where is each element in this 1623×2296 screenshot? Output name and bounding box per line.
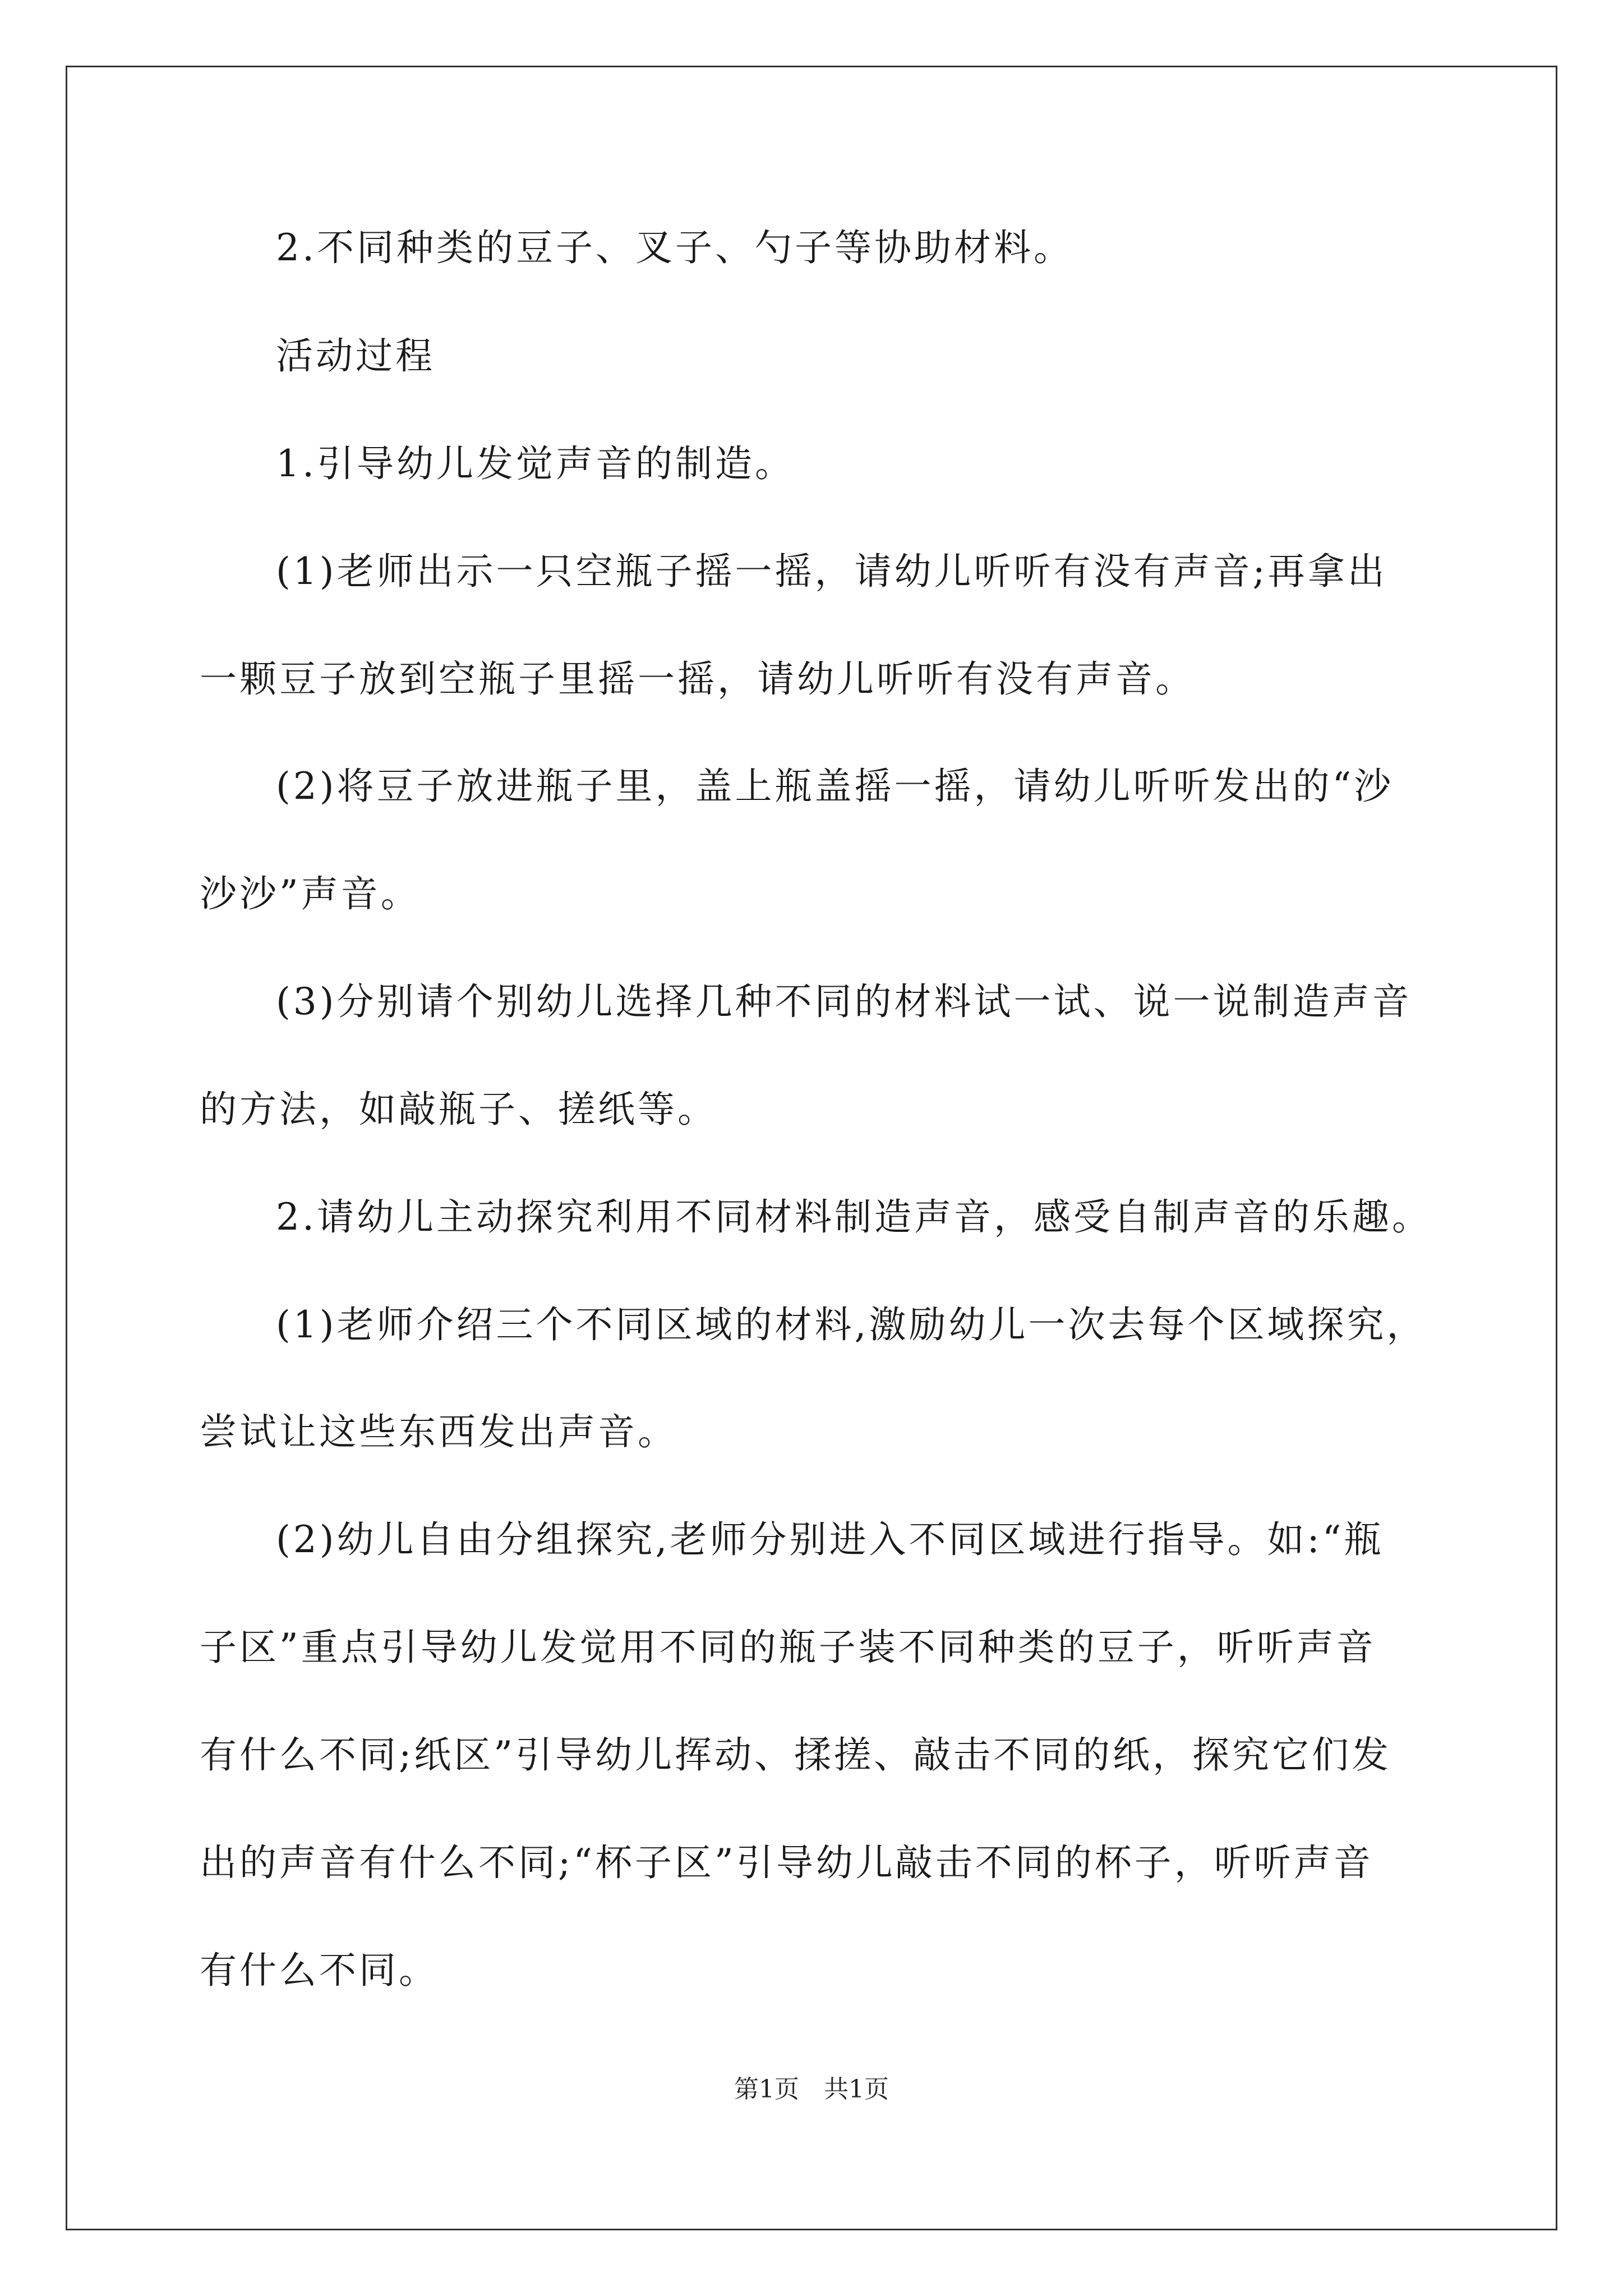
text-line: 有什么不同。	[200, 1949, 439, 1992]
text-line: 2.请幼儿主动探究利用不同材料制造声音，感受自制声音的乐趣。	[276, 1195, 1432, 1239]
text-line: 的方法，如敲瓶子、搓纸等。	[200, 1088, 717, 1131]
text-line: (1)老师介绍三个不同区域的材料,激励幼儿一次去每个区域探究，	[276, 1303, 1427, 1346]
text-line: 有什么不同;纸区”引导幼儿挥动、揉搓、敲击不同的纸，探究它们发	[200, 1733, 1391, 1777]
text-line: (3)分别请个别幼儿选择几种不同的材料试一试、说一说制造声音	[276, 980, 1412, 1023]
page-number-footer: 第1页 共1页	[734, 2075, 889, 2104]
text-line: 出的声音有什么不同;“杯子区”引导幼儿敲击不同的杯子，听听声音	[200, 1841, 1373, 1884]
text-line: 子区”重点引导幼儿发觉用不同的瓶子装不同种类的豆子，听听声音	[200, 1626, 1376, 1669]
text-line: (2)将豆子放进瓶子里，盖上瓶盖摇一摇，请幼儿听听发出的“沙	[276, 765, 1394, 808]
page-border	[66, 66, 1557, 2230]
text-line: 2.不同种类的豆子、叉子、勺子等协助材料。	[276, 226, 1073, 269]
text-line: (1)老师出示一只空瓶子摇一摇，请幼儿听听有没有声音;再拿出	[276, 550, 1387, 593]
text-line: (2)幼儿自由分组探究,老师分别进入不同区域进行指导。如:“瓶	[276, 1518, 1384, 1561]
text-line: 尝试让这些东西发出声音。	[200, 1410, 677, 1453]
text-line: 沙沙”声音。	[200, 872, 421, 915]
text-line: 1.引导幼儿发觉声音的制造。	[276, 442, 795, 485]
section-heading: 活动过程	[276, 334, 435, 378]
text-line: 一颗豆子放到空瓶子里摇一摇，请幼儿听听有没有声音。	[200, 657, 1195, 701]
